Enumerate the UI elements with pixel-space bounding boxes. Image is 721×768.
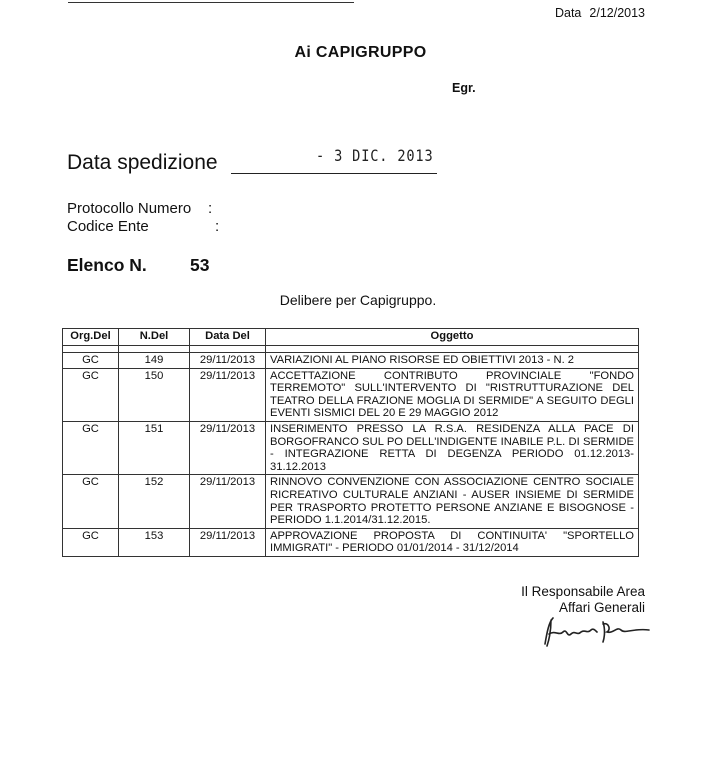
table-row — [63, 475, 639, 528]
elenco-label: Elenco N. — [67, 255, 147, 275]
cell-data: 29/11/2013 — [190, 368, 266, 421]
recipient-label: Egr. — [452, 81, 476, 95]
col-header-oggetto: Oggetto — [266, 329, 639, 346]
colon: : — [208, 200, 213, 217]
cell-n: 149 — [119, 353, 190, 369]
cell-oggetto: ACCETTAZIONE CONTRIBUTO PROVINCIALE "FONDO TERREMOTO" SULL'INTERVENTO DI "RISTRUTTURAZIONE DEL TEATRO DELLA FRAZIONE MOGLIA DI SERMIDE" A SEGUITO DEGLI EVENTI SISMICI DEL 20 E 29 MAGGIO 2012 — [266, 368, 639, 421]
subtitle-text: Delibere per Capigruppo. — [279, 292, 437, 308]
cell-n: 150 — [119, 368, 190, 421]
protocollo-block — [67, 200, 220, 236]
elenco-number: 53 — [190, 255, 210, 275]
cell-data: 29/11/2013 — [190, 528, 266, 556]
table-spacer-row — [63, 346, 639, 353]
date-stamp: - 3 DIC. 2013 — [316, 146, 434, 165]
protocollo-numero-label: Protocollo Numero — [67, 200, 192, 217]
cell-org: GC — [63, 528, 119, 556]
handwritten-signature — [537, 612, 657, 652]
cell-n: 151 — [119, 421, 190, 474]
colon: : — [215, 218, 220, 235]
table-row — [63, 528, 639, 556]
protocollo-numero-row — [67, 200, 213, 218]
responsabile-label: Il Responsabile Area — [521, 584, 645, 599]
page-title: Ai CAPIGRUPPO — [294, 44, 427, 61]
document-date — [555, 6, 645, 20]
table-row — [63, 353, 639, 369]
cell-org: GC — [63, 353, 119, 369]
cell-data: 29/11/2013 — [190, 421, 266, 474]
table-row — [63, 368, 639, 421]
cell-oggetto: APPROVAZIONE PROPOSTA DI CONTINUITA' "SPORTELLO IMMIGRATI" - PERIODO 01/01/2014 - 31/12/2014 — [266, 528, 639, 556]
cell-n: 152 — [119, 475, 190, 528]
delibere-table — [62, 328, 639, 557]
cell-org: GC — [63, 421, 119, 474]
area-label: Affari Generali — [558, 600, 645, 615]
cell-oggetto: VARIAZIONI AL PIANO RISORSE ED OBIETTIVI 2013 - N. 2 — [266, 353, 639, 369]
col-header-org: Org.Del — [63, 329, 119, 346]
col-header-data: Data Del — [190, 329, 266, 346]
cell-data: 29/11/2013 — [190, 475, 266, 528]
table-header-row — [63, 329, 639, 346]
date-value: 2/12/2013 — [589, 6, 645, 20]
col-header-n: N.Del — [119, 329, 190, 346]
table-row — [63, 421, 639, 474]
codice-ente-label: Codice Ente — [67, 218, 149, 235]
cell-oggetto: RINNOVO CONVENZIONE CON ASSOCIAZIONE CENTRO SOCIALE RICREATIVO CULTURALE ANZIANI - AUSER INSIEME DI SERMIDE PER TRASPORTO PROTETTO PERSONE ANZIANE E BISOGNOSE - PERIODO 1.1.2014/31.12.2015. — [266, 475, 639, 528]
cell-data: 29/11/2013 — [190, 353, 266, 369]
spedizione-underline — [231, 173, 437, 174]
top-divider-line — [68, 2, 354, 3]
subtitle — [0, 292, 721, 308]
cell-n: 153 — [119, 528, 190, 556]
cell-org: GC — [63, 475, 119, 528]
spedizione-label: Data spedizione — [67, 151, 218, 174]
cell-oggetto: INSERIMENTO PRESSO LA R.S.A. RESIDENZA ALLA PACE DI BORGOFRANCO SUL PO DELL'INDIGENTE INABILE P.L. DI SERMIDE - INTEGRAZIONE RETTA DI DEGENZA PERIODO 01.12.2013-31.12.2013 — [266, 421, 639, 474]
elenco-heading — [67, 255, 210, 276]
date-label: Data — [554, 6, 582, 20]
codice-ente-row — [67, 218, 220, 236]
cell-org: GC — [63, 368, 119, 421]
